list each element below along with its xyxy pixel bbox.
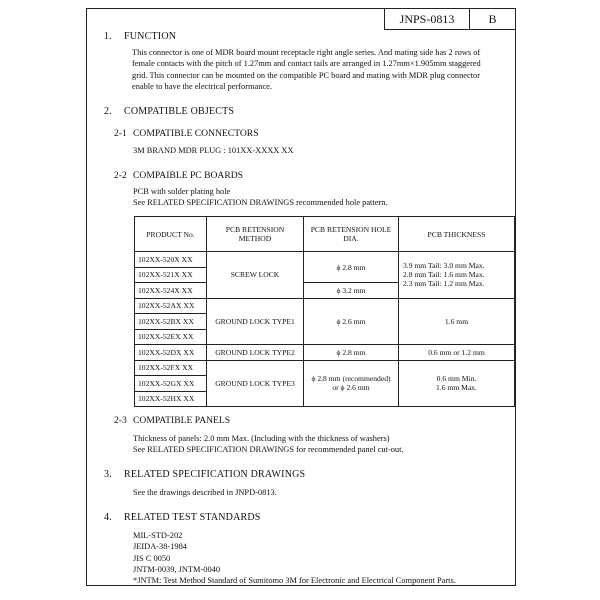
product-cell: 102XX-52DX XX [135,345,207,361]
section-3-number: 3. [104,469,112,480]
standard-item: MIL-STD-202 [133,531,183,540]
section-1-line: enable to have the electrical performance. [132,81,272,91]
product-cell: 102XX-52HX XX [135,391,207,407]
section-1-line: female contacts with the pitch of 1.27mm and contact tails are arranged in 1.27mm×1.905mm staggered [132,59,481,69]
thickness-line: 2.3 mm Tail: 1.2 mm Max. [403,279,485,289]
thickness-cell: 0.6 mm or 1.2 mm [399,345,515,361]
revision: B [488,12,497,26]
thickness-cell [399,360,515,407]
section-1-number: 1. [104,31,112,42]
table-row [135,298,515,314]
table-row [135,252,515,268]
product-cell: 102XX-524X XX [135,283,207,299]
section-2-2-title: COMPAIBLE PC BOARDS [133,170,244,181]
panels-line-1: Thickness of panels: 2.0 mm Max. (Including with the thickness of washers) [133,434,390,443]
col-header-thickness: PCB THICKNESS [399,217,515,252]
section-2-2-number: 2-2 [114,170,127,181]
pcb-line-2: See RELATED SPECIFICATION DRAWINGS recommended hole pattern. [133,198,388,207]
section-1-line: This connector is one of MDR board mount receptacle right angle series. And mating side has 2 rows of [132,48,481,57]
pcb-spec-table [134,216,515,407]
section-3-title: RELATED SPECIFICATION DRAWINGS [124,469,306,480]
hole-cell: ϕ 2.6 mm [304,298,399,345]
hole-cell: ϕ 3.2 mm [304,283,399,299]
compatible-plug: 3M BRAND MDR PLUG : 101XX-XXXX XX [133,146,294,155]
section-2-1-number: 2-1 [114,128,127,139]
col-header-product: PRODUCT No. [135,217,207,252]
product-cell: 102XX-52EX XX [135,329,207,345]
col-header-method: PCB RETENSION METHOD [207,217,304,252]
panels-line-2: See RELATED SPECIFICATION DRAWINGS for recommended panel cut-out. [133,445,404,454]
doc-header-box [384,8,516,30]
product-cell: 102XX-520X XX [135,252,207,268]
thickness-cell: 1.6 mm [399,298,515,345]
section-1-line: grid. This connector can be mounted on the compatible PC board and mating with MDR plug connector [132,70,481,80]
standards-list [133,530,456,586]
pcb-line-1: PCB with solder plating hole [133,187,231,196]
product-cell: 102XX-52FX XX [135,360,207,376]
thickness-line: 0.6 mm Min. [436,374,477,384]
drawings-text: See the drawings described in JNPD-0813. [133,488,277,497]
method-cell: GROUND LOCK TYPE2 [207,345,304,361]
method-cell: GROUND LOCK TYPE3 [207,360,304,407]
hole-cell: ϕ 2.8 mm [304,252,399,283]
thickness-cell [399,252,515,299]
section-2-3-title: COMPATIBLE PANELS [133,415,231,426]
standard-item: JIS C 0050 [133,553,171,563]
product-cell: 102XX-52BX XX [135,314,207,330]
table-header-row [135,217,515,252]
col-header-hole: PCB RETENSION HOLE DIA. [304,217,399,252]
table-row [135,345,515,361]
product-cell: 102XX-521X XX [135,267,207,283]
thickness-line: 2.8 mm Tail: 1.6 mm Max. [403,270,485,280]
standard-item: JEIDA-38-1984 [133,542,187,552]
section-2-title: COMPATIBLE OBJECTS [124,106,235,117]
hole-line: or ϕ 2.6 mm [332,383,370,393]
standard-item: JNTM-0039, JNTM-0040 [133,564,221,574]
hole-cell: ϕ 2.8 mm [304,345,399,361]
standards-note: *JNTM: Test Method Standard of Sumitomo 3M for Electronic and Electrical Component Parts. [133,576,456,586]
product-cell: 102XX-52AX XX [135,298,207,314]
section-4-title: RELATED TEST STANDARDS [124,512,261,523]
section-2-3-number: 2-3 [114,415,127,426]
section-1-title: FUNCTION [124,31,177,42]
table-row [135,360,515,376]
product-cell: 102XX-52GX XX [135,376,207,392]
thickness-line: 1.6 mm Max. [436,383,477,393]
section-2-1-title: COMPATIBLE CONNECTORS [133,128,259,139]
section-4-number: 4. [104,512,112,523]
thickness-line: 3.9 mm Tail: 3.0 mm Max. [403,261,485,271]
hole-line: ϕ 2.8 mm (recommended) [311,374,391,384]
hole-cell [304,360,399,407]
section-2-number: 2. [104,106,112,117]
method-cell: GROUND LOCK TYPE1 [207,298,304,345]
method-cell: SCREW LOCK [207,252,304,299]
doc-number: JNPS-0813 [385,9,470,29]
section-1-body [132,47,512,92]
